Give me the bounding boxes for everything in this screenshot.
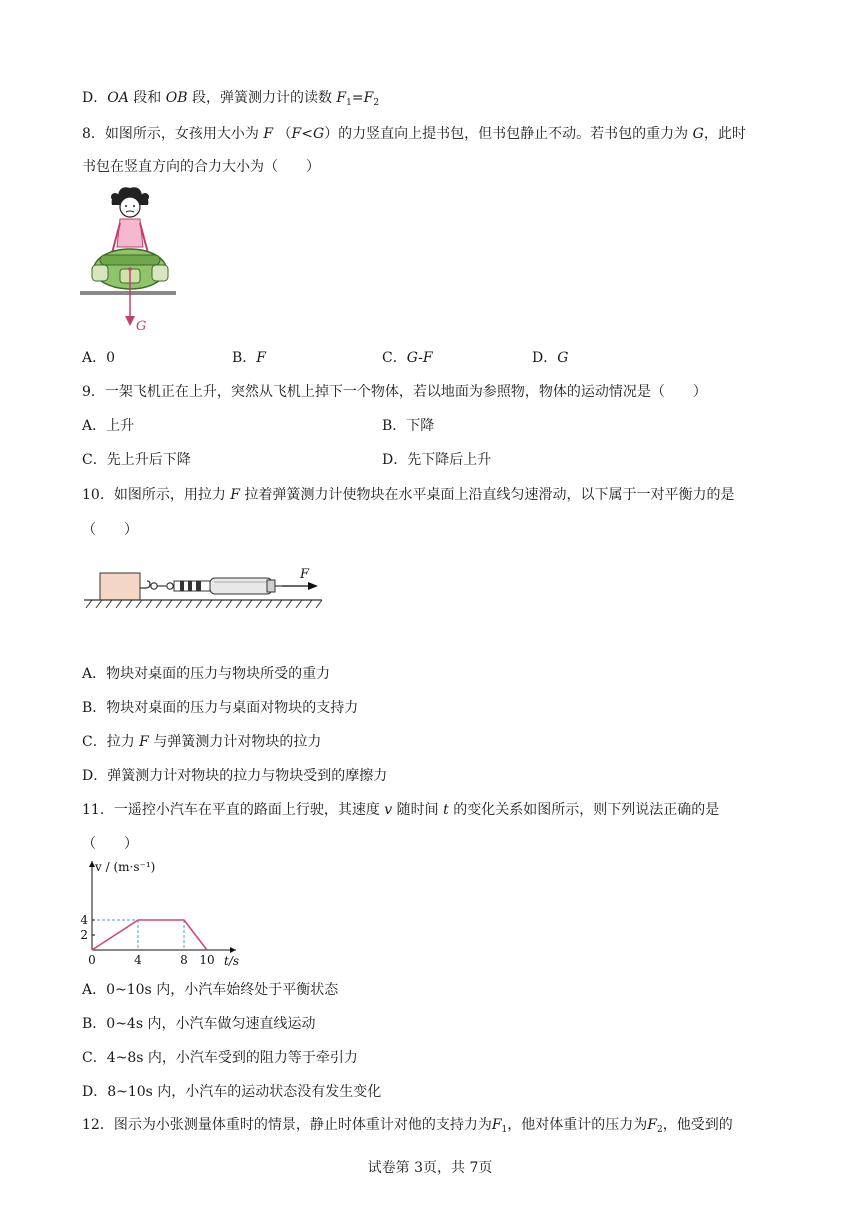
text: C．拉力 <box>82 734 135 750</box>
q8-option-c <box>382 348 433 368</box>
q8-stem-line1 <box>82 124 746 144</box>
q7-option-d <box>82 88 379 113</box>
q9-stem: 9．一架飞机正在上升，突然从飞机上掉下一个物体，若以地面为参照物，物体的运动情况是（ ） <box>82 384 707 400</box>
symbol-g: G <box>692 126 704 142</box>
q11-stem-line1 <box>82 800 719 820</box>
q12-stem-line1 <box>82 1115 733 1140</box>
x-tick-label: 4 <box>134 953 142 967</box>
option-prefix: D． <box>82 90 108 106</box>
option-prefix: C． <box>382 350 407 366</box>
text: 段，弹簧测力计的读数 <box>191 90 332 106</box>
x-tick-label: 0 <box>88 953 96 967</box>
option-prefix: A． <box>82 350 107 366</box>
force-label: F <box>300 567 310 582</box>
option-value: G-F <box>406 350 433 366</box>
segment-oa: OA <box>107 90 129 106</box>
option-value: 0 <box>106 350 116 366</box>
y-axis-label: v / (m·s⁻¹) <box>95 860 156 874</box>
symbol-f: F <box>363 90 374 106</box>
symbol-f: F <box>139 734 149 750</box>
velocity-time-chart <box>78 857 248 972</box>
girl-lifting-bag-figure <box>80 185 180 335</box>
weight-label: G <box>136 319 147 334</box>
symbol-v: v <box>384 802 393 818</box>
q9-option-a: A．上升 <box>82 418 135 434</box>
q9-option-d: D．先下降后上升 <box>382 452 492 468</box>
q8-option-d <box>532 348 568 368</box>
q9-option-b: B．下降 <box>382 418 435 434</box>
q10-option-d: D．弹簧测力计对物块的拉力与物块受到的摩擦力 <box>82 768 388 784</box>
q9-option-c: C．先上升后下降 <box>82 452 191 468</box>
q10-option-b: B．物块对桌面的压力与桌面对物块的支持力 <box>82 700 359 716</box>
text: 10．如图所示，用拉力 <box>82 487 226 503</box>
q11-option-a: A．0~10s 内，小汽车始终处于平衡状态 <box>82 982 339 998</box>
chart-guides <box>92 920 184 950</box>
q11-option-c: C．4~8s 内，小汽车受到的阻力等于牵引力 <box>82 1050 358 1066</box>
text: 12．图示为小张测量体重时的情景，静止时体重计对他的支持力为 <box>82 1117 492 1133</box>
y-tick-label: 2 <box>80 928 88 942</box>
text: 8．如图所示，女孩用大小为 <box>82 126 259 142</box>
symbol-f: F <box>491 1117 502 1133</box>
text: = <box>351 90 364 106</box>
symbol-f: F <box>263 126 274 142</box>
symbol-t: t <box>443 802 449 818</box>
x-tick-label: 8 <box>180 953 188 967</box>
spring-scale-block-figure <box>82 563 327 613</box>
text: 段和 <box>133 90 162 106</box>
text: 随时间 <box>396 802 439 818</box>
condition: F<G <box>291 126 325 142</box>
text: 与弹簧测力计对物块的拉力 <box>153 734 322 750</box>
subscript: 1 <box>346 98 352 108</box>
q11-option-b: B．0~4s 内，小汽车做匀速直线运动 <box>82 1016 316 1032</box>
text: ，此时 <box>703 126 746 142</box>
text: 11．一遥控小汽车在平直的路面上行驶，其速度 <box>82 802 380 818</box>
option-prefix: D． <box>532 350 558 366</box>
chart-axes <box>89 861 236 953</box>
chart-series <box>92 920 207 950</box>
q8-stem-line2: 书包在竖直方向的合力大小为（ ） <box>82 159 320 175</box>
text: 的变化关系如图所示，则下列说法正确的是 <box>453 802 720 818</box>
q10-option-c <box>82 732 321 752</box>
x-axis-label: t/s <box>224 954 240 968</box>
symbol-f: F <box>336 90 347 106</box>
x-tick-label: 10 <box>199 953 215 967</box>
q10-stem-line1 <box>82 485 734 505</box>
text: ，他对体重计的压力为 <box>507 1117 648 1133</box>
subscript: 1 <box>501 1125 508 1135</box>
page-footer: 试卷第 3页，共 7页 <box>367 1160 493 1176</box>
text: （ <box>277 126 292 142</box>
q8-option-b <box>232 348 266 368</box>
q10-stem-line2: （ ） <box>82 522 138 538</box>
segment-ob: OB <box>165 90 188 106</box>
chart-ticks <box>80 913 214 967</box>
subscript: 2 <box>373 98 380 108</box>
q11-option-d: D．8~10s 内，小汽车的运动状态没有发生变化 <box>82 1084 382 1100</box>
text: ，他受到的 <box>662 1117 733 1133</box>
option-value: G <box>557 350 569 366</box>
q10-option-a: A．物块对桌面的压力与物块所受的重力 <box>82 666 331 682</box>
symbol-f: F <box>230 487 240 503</box>
y-tick-label: 4 <box>80 913 88 927</box>
option-prefix: B． <box>232 350 257 366</box>
text: ）的力竖直向上提书包，但书包静止不动。若书包的重力为 <box>324 126 689 142</box>
subscript: 2 <box>657 1125 663 1135</box>
q11-stem-line2: （ ） <box>82 836 138 852</box>
option-value: F <box>256 350 267 366</box>
text: 拉着弹簧测力计使物块在水平桌面上沿直线匀速滑动，以下属于一对平衡力的是 <box>244 487 735 503</box>
x-axis-arrow <box>230 947 236 953</box>
velocity-line <box>92 920 207 950</box>
symbol-f: F <box>647 1117 657 1133</box>
q8-option-a <box>82 348 115 368</box>
